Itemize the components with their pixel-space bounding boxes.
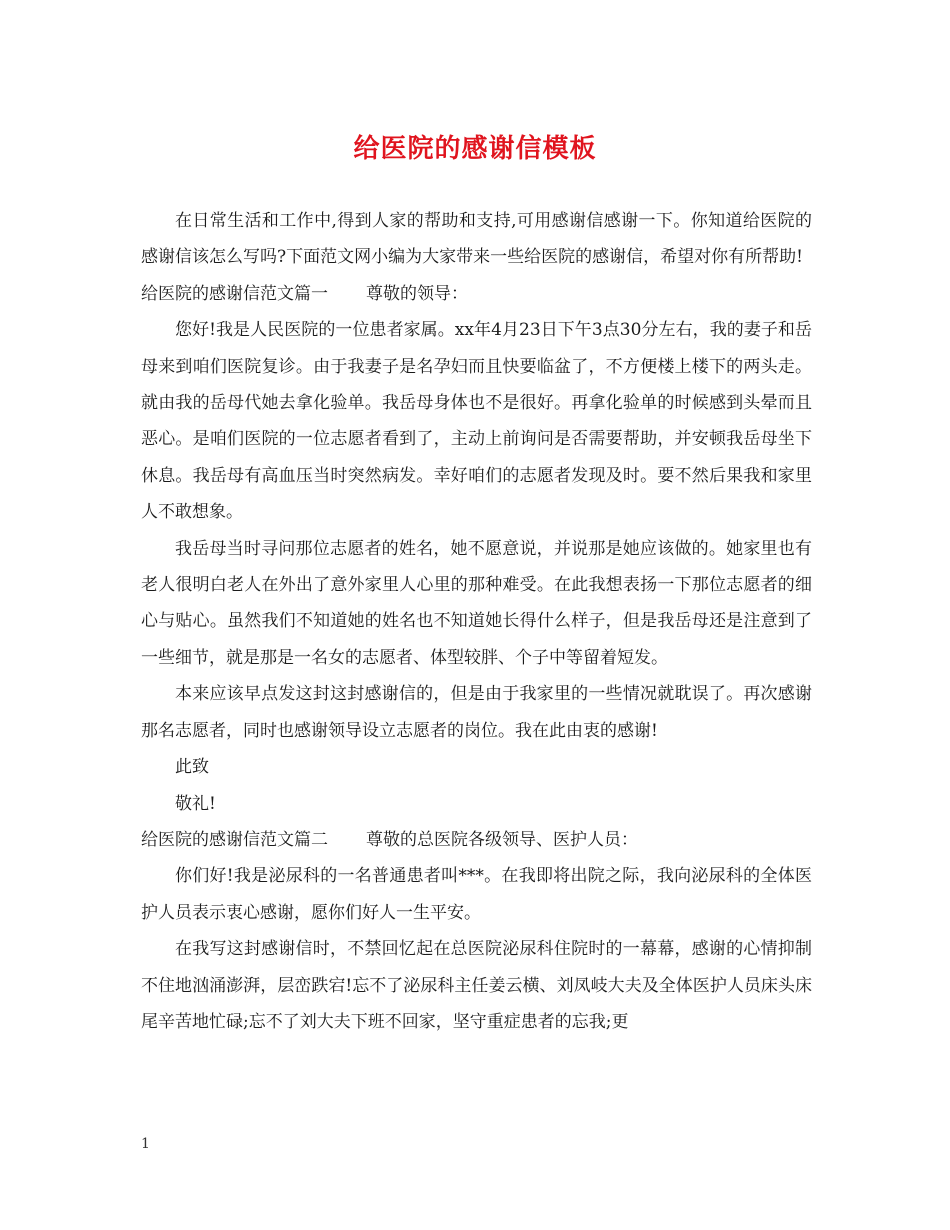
closing-line: 此致 <box>175 757 209 778</box>
section-title-2: 给医院的感谢信范文篇二 <box>141 829 328 850</box>
section-title-1: 给医院的感谢信范文篇一 <box>141 283 328 304</box>
section-heading-2 <box>141 822 812 858</box>
intro-paragraph: 在日常生活和工作中,得到人家的帮助和支持,可用感谢信感谢一下。你知道给医院的感谢信该怎么写吗?下面范文网小编为大家带来一些给医院的感谢信，希望对你有所帮助! <box>141 211 812 268</box>
salutation-2: 尊敬的总医院各级领导、医护人员： <box>366 829 638 850</box>
body-paragraph: 我岳母当时寻问那位志愿者的姓名，她不愿意说，并说那是她应该做的。她家里也有老人很明白老人在外出了意外家里人心里的那种难受。在此我想表扬一下那位志愿者的细心与贴心。虽然我们不知道她的姓名也不知道她长得什么样子，但是我岳母还是注意到了一些细节，就是那是一名女的志愿者、体型较胖、个子中等留着短发。 <box>141 538 812 668</box>
body-paragraph: 你们好!我是泌尿科的一名普通患者叫***。在我即将出院之际，我向泌尿科的全体医护人员表示衷心感谢，愿你们好人一生平安。 <box>141 866 812 923</box>
closing-line: 敬礼! <box>175 793 216 814</box>
page-number: 1 <box>141 1136 150 1152</box>
body-paragraph: 在我写这封感谢信时，不禁回忆起在总医院泌尿科住院时的一幕幕，感谢的心情抑制不住地汹涌澎湃，层峦跌宕!忘不了泌尿科主任姜云横、刘凤岐大夫及全体医护人员床头床尾辛苦地忙碌;忘不了刘大夫下班不回家，坚守重症患者的忘我;更 <box>141 939 812 1032</box>
document-body <box>141 203 812 1040</box>
body-paragraph: 本来应该早点发这封这封感谢信的，但是由于我家里的一些情况就耽误了。再次感谢那名志愿者，同时也感谢领导设立志愿者的岗位。我在此由衷的感谢! <box>141 684 812 741</box>
body-paragraph: 您好!我是人民医院的一位患者家属。xx年4月23日下午3点30分左右，我的妻子和岳母来到咱们医院复诊。由于我妻子是名孕妇而且快要临盆了，不方便楼上楼下的两头走。就由我的岳母代她去拿化验单。我岳母身体也不是很好。再拿化验单的时候感到头晕而且恶心。是咱们医院的一位志愿者看到了，主动上前询问是否需要帮助，并安顿我岳母坐下休息。我岳母有高血压当时突然病发。幸好咱们的志愿者发现及时。要不然后果我和家里人不敢想象。 <box>141 320 812 523</box>
document-title: 给医院的感谢信模板 <box>353 134 597 164</box>
salutation-1: 尊敬的领导： <box>366 283 468 304</box>
section-heading-1 <box>141 276 812 312</box>
